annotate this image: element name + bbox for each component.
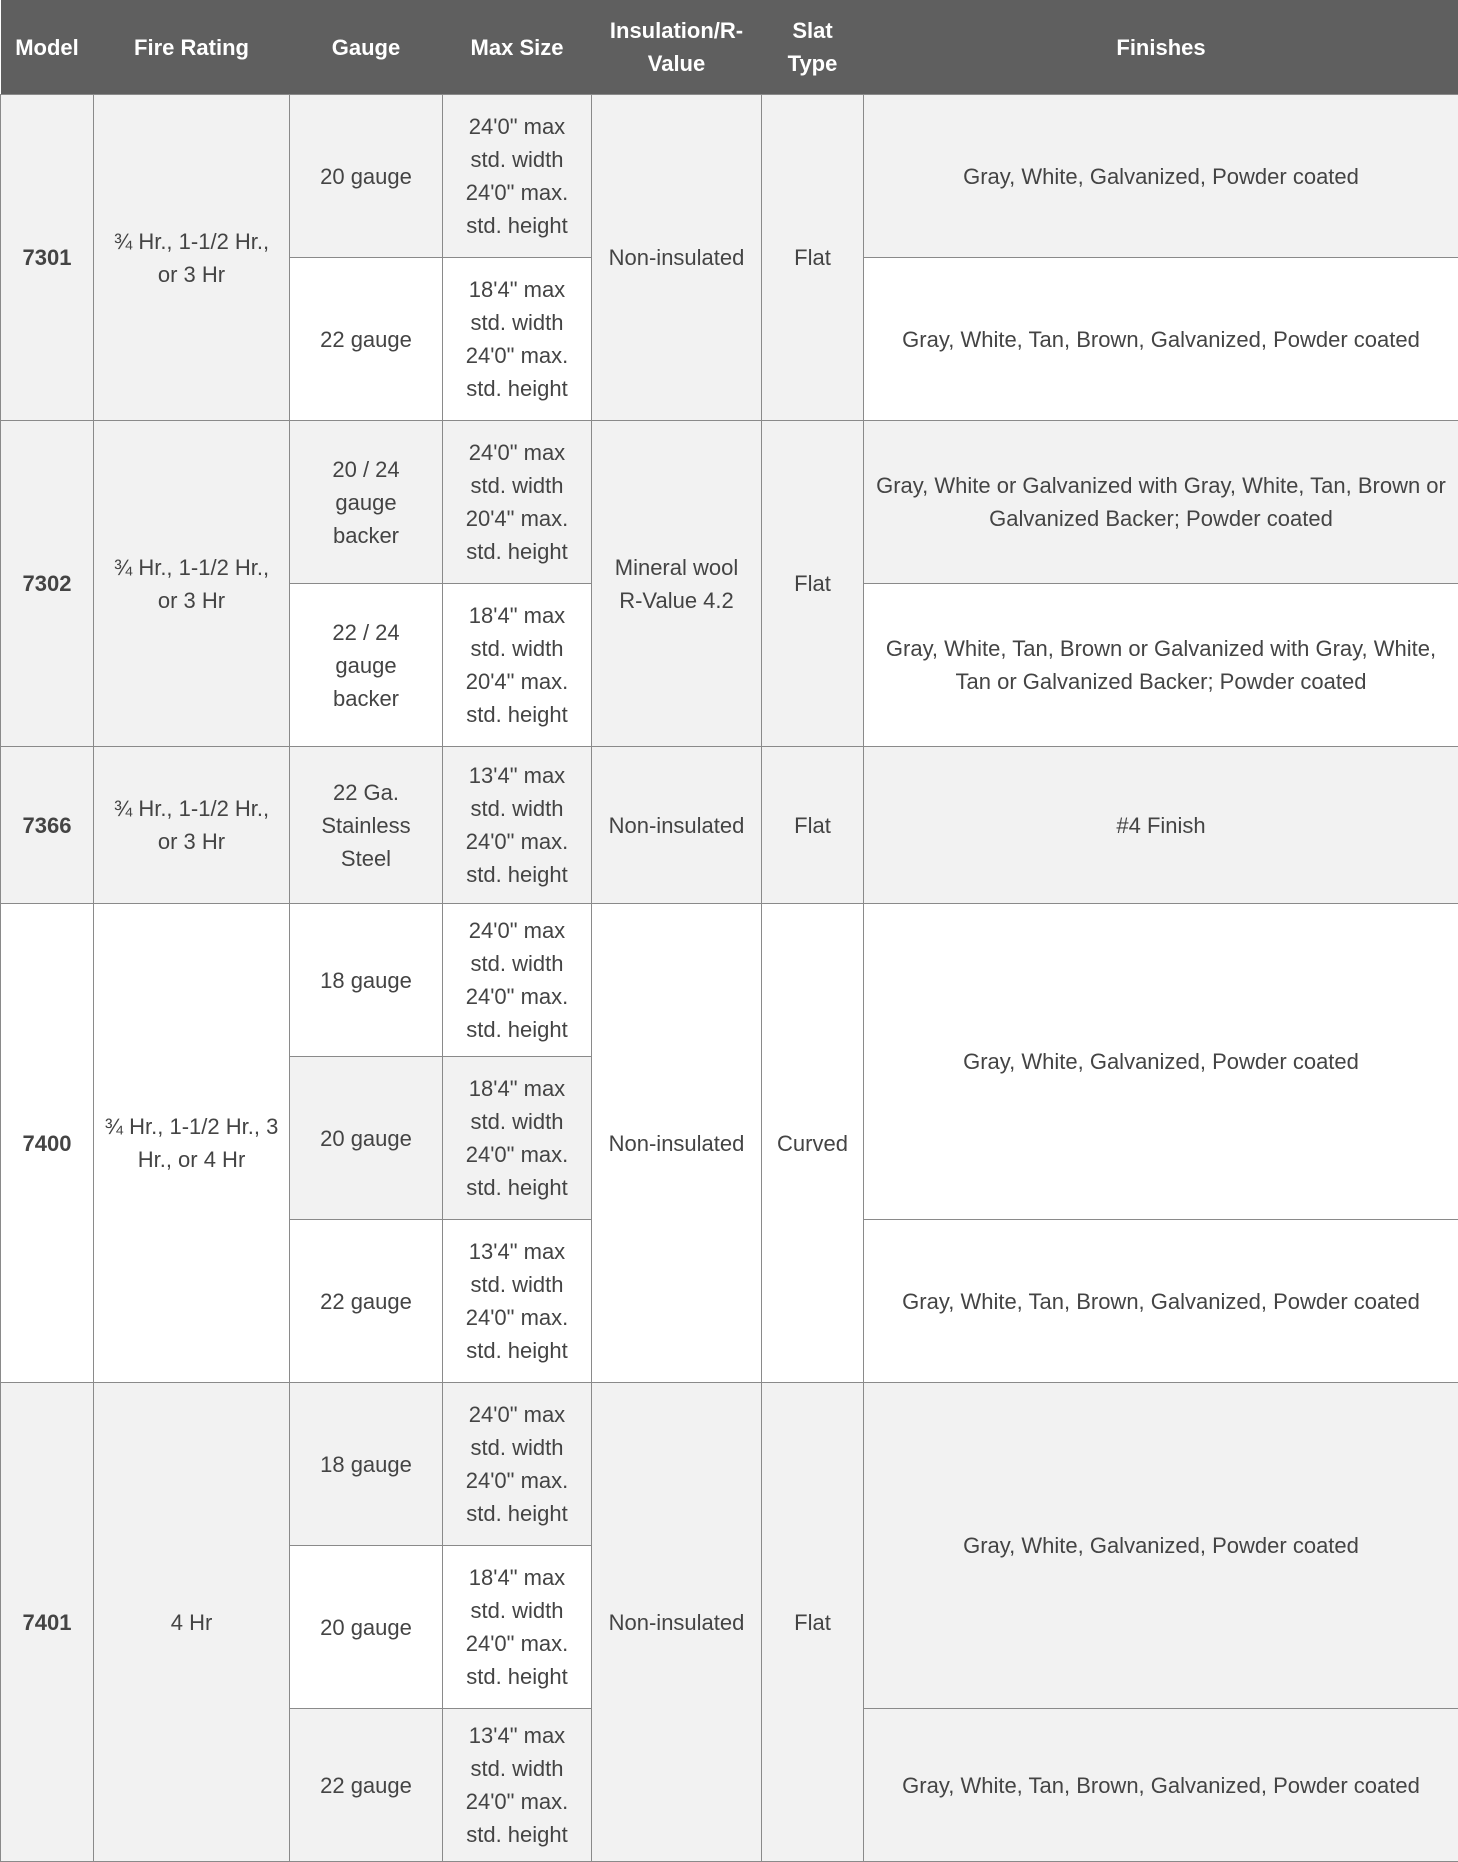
- finishes-cell: Gray, White, Tan, Brown or Galvanized with Gray, White, Tan or Galvanized Backer; Powder coated: [864, 584, 1458, 747]
- finishes-cell: Gray, White, Galvanized, Powder coated: [864, 904, 1458, 1220]
- fire-rating-cell: ¾ Hr., 1-1/2 Hr., or 3 Hr: [94, 421, 290, 747]
- fire-rating-cell: 4 Hr: [94, 1383, 290, 1862]
- max-size-cell: 18'4" max std. width 24'0" max. std. height: [443, 1546, 592, 1709]
- slat-type-cell: Flat: [762, 1383, 864, 1862]
- insulation-cell: Non-insulated: [592, 747, 762, 904]
- table-row: [1, 421, 1458, 584]
- table-row: [1, 95, 1458, 258]
- finishes-cell: #4 Finish: [864, 747, 1458, 904]
- table-row: [1, 747, 1458, 904]
- header-row: [1, 0, 1458, 95]
- gauge-cell: 22 gauge: [290, 258, 443, 421]
- max-size-cell: 24'0" max std. width 24'0" max. std. height: [443, 1383, 592, 1546]
- model-cell: 7400: [1, 904, 94, 1383]
- max-size-cell: 24'0" max std. width 24'0" max. std. height: [443, 95, 592, 258]
- gauge-cell: 18 gauge: [290, 904, 443, 1057]
- max-size-cell: 18'4" max std. width 24'0" max. std. height: [443, 1057, 592, 1220]
- header-max-size: Max Size: [443, 0, 592, 95]
- insulation-cell: Non-insulated: [592, 1383, 762, 1862]
- fire-rating-cell: ¾ Hr., 1-1/2 Hr., or 3 Hr: [94, 747, 290, 904]
- slat-type-cell: Flat: [762, 747, 864, 904]
- model-cell: 7301: [1, 95, 94, 421]
- max-size-cell: 24'0" max std. width 24'0" max. std. height: [443, 904, 592, 1057]
- insulation-cell: Mineral wool R-Value 4.2: [592, 421, 762, 747]
- header-gauge: Gauge: [290, 0, 443, 95]
- model-cell: 7401: [1, 1383, 94, 1862]
- header-insulation: Insulation/R-Value: [592, 0, 762, 95]
- header-model: Model: [1, 0, 94, 95]
- insulation-cell: Non-insulated: [592, 904, 762, 1383]
- fire-rating-cell: ¾ Hr., 1-1/2 Hr., or 3 Hr: [94, 95, 290, 421]
- slat-type-cell: Curved: [762, 904, 864, 1383]
- header-finishes: Finishes: [864, 0, 1458, 95]
- header-slat-type: Slat Type: [762, 0, 864, 95]
- gauge-cell: 20 gauge: [290, 1546, 443, 1709]
- max-size-cell: 18'4" max std. width 24'0" max. std. height: [443, 258, 592, 421]
- header-fire-rating: Fire Rating: [94, 0, 290, 95]
- max-size-cell: 18'4" max std. width 20'4" max. std. height: [443, 584, 592, 747]
- gauge-cell: 22 gauge: [290, 1220, 443, 1383]
- finishes-cell: Gray, White, Tan, Brown, Galvanized, Powder coated: [864, 1709, 1458, 1862]
- gauge-cell: 22 Ga. Stainless Steel: [290, 747, 443, 904]
- insulation-cell: Non-insulated: [592, 95, 762, 421]
- table-row: [1, 1383, 1458, 1546]
- gauge-cell: 22 gauge: [290, 1709, 443, 1862]
- finishes-cell: Gray, White, Tan, Brown, Galvanized, Powder coated: [864, 1220, 1458, 1383]
- max-size-cell: 13'4" max std. width 24'0" max. std. height: [443, 1709, 592, 1862]
- finishes-cell: Gray, White, Galvanized, Powder coated: [864, 95, 1458, 258]
- gauge-cell: 20 gauge: [290, 95, 443, 258]
- gauge-cell: 20 / 24 gauge backer: [290, 421, 443, 584]
- gauge-cell: 18 gauge: [290, 1383, 443, 1546]
- slat-type-cell: Flat: [762, 421, 864, 747]
- max-size-cell: 13'4" max std. width 24'0" max. std. height: [443, 747, 592, 904]
- max-size-cell: 24'0" max std. width 20'4" max. std. height: [443, 421, 592, 584]
- fire-rating-cell: ¾ Hr., 1-1/2 Hr., 3 Hr., or 4 Hr: [94, 904, 290, 1383]
- finishes-cell: Gray, White, Galvanized, Powder coated: [864, 1383, 1458, 1709]
- slat-type-cell: Flat: [762, 95, 864, 421]
- max-size-cell: 13'4" max std. width 24'0" max. std. height: [443, 1220, 592, 1383]
- model-cell: 7366: [1, 747, 94, 904]
- finishes-cell: Gray, White or Galvanized with Gray, White, Tan, Brown or Galvanized Backer; Powder coated: [864, 421, 1458, 584]
- model-cell: 7302: [1, 421, 94, 747]
- gauge-cell: 20 gauge: [290, 1057, 443, 1220]
- gauge-cell: 22 / 24 gauge backer: [290, 584, 443, 747]
- finishes-cell: Gray, White, Tan, Brown, Galvanized, Powder coated: [864, 258, 1458, 421]
- table-row: [1, 904, 1458, 1057]
